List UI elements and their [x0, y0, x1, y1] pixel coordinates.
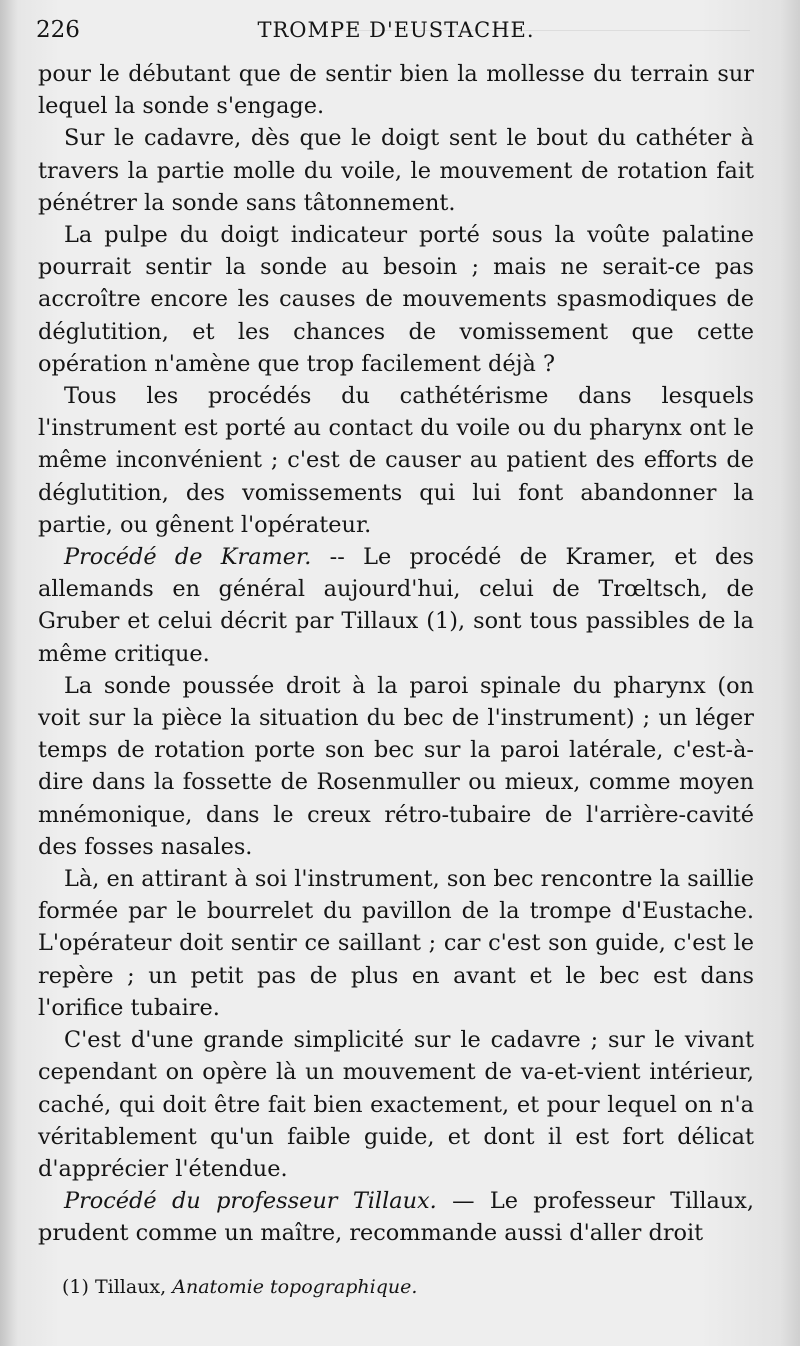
paragraph-8: C'est d'une grande simplicité sur le cadavre ; sur le vivant cependant on opère là un mouvement de va-et-vient intérieur, caché, qui doit être fait bien exactement, et pour lequel on n'a véritablement qu'un faible guide, et dont il est fort délicat d'apprécier l'étendue.	[38, 1027, 754, 1182]
footnote-title: Anatomie topographique.	[172, 1276, 418, 1298]
paragraph-2: Sur le cadavre, dès que le doigt sent le bout du cathéter à travers la partie molle du voile, le mouvement de rotation fait pénétrer la sonde sans tâtonnement.	[38, 125, 754, 216]
body-text	[38, 58, 754, 1250]
running-head: TROMPE D'EUSTACHE.	[257, 18, 535, 42]
paragraph-7: Là, en attirant à soi l'instrument, son bec rencontre la saillie formée par le bourrelet du pavillon de la trompe d'Eustache. L'opérateur doit sentir ce saillant ; car c'est son guide, c'est le repère ; un petit pas de plus en avant et le bec est dans l'orifice tubaire.	[38, 866, 754, 1021]
page-number: 226	[36, 17, 80, 43]
footnote-marker: (1)	[62, 1276, 89, 1298]
footnote-author: Tillaux,	[94, 1276, 167, 1298]
paragraph-6: La sonde poussée droit à la paroi spinale du pharynx (on voit sur la pièce la situation du bec de l'instrument) ; un léger temps de rotation porte son bec sur la paroi latérale, c'est-à-dire dans la fossette de Rosenmuller ou mieux, comme moyen mnémonique, dans le creux rétro-tubaire de l'arrière-cavité des fosses nasales.	[38, 672, 754, 860]
footnote	[62, 1274, 752, 1300]
section-heading-tillaux: Procédé du professeur Tillaux.	[64, 1188, 437, 1215]
section-heading-kramer: Procédé de Kramer.	[64, 544, 312, 571]
paragraph-5: Procédé de Kramer. -- Le procédé de Kramer, et des allemands en général aujourd'hui, celui de Trœltsch, de Gruber et celui décrit par Tillaux (1), sont tous passibles de la même critique.	[38, 544, 754, 667]
paragraph-1: pour le débutant que de sentir bien la mollesse du terrain sur lequel la sonde s'engage.	[38, 61, 754, 120]
page-header	[36, 14, 756, 46]
paragraph-9: Procédé du professeur Tillaux. — Le professeur Tillaux, prudent comme un maître, recommande aussi d'aller droit	[38, 1188, 754, 1247]
paragraph-3: La pulpe du doigt indicateur porté sous la voûte palatine pourrait sentir la sonde au besoin ; mais ne serait-ce pas accroître encore les causes de mouvements spasmodiques de déglutition, et les chances de vomissement que cette opération n'amène que trop facilement déjà ?	[38, 222, 754, 377]
paragraph-4: Tous les procédés du cathétérisme dans lesquels l'instrument est porté au contact du voile ou du pharynx ont le même inconvénient ; c'est de causer au patient des efforts de déglutition, des vomissements qui lui font abandonner la partie, ou gênent l'opérateur.	[38, 383, 754, 538]
